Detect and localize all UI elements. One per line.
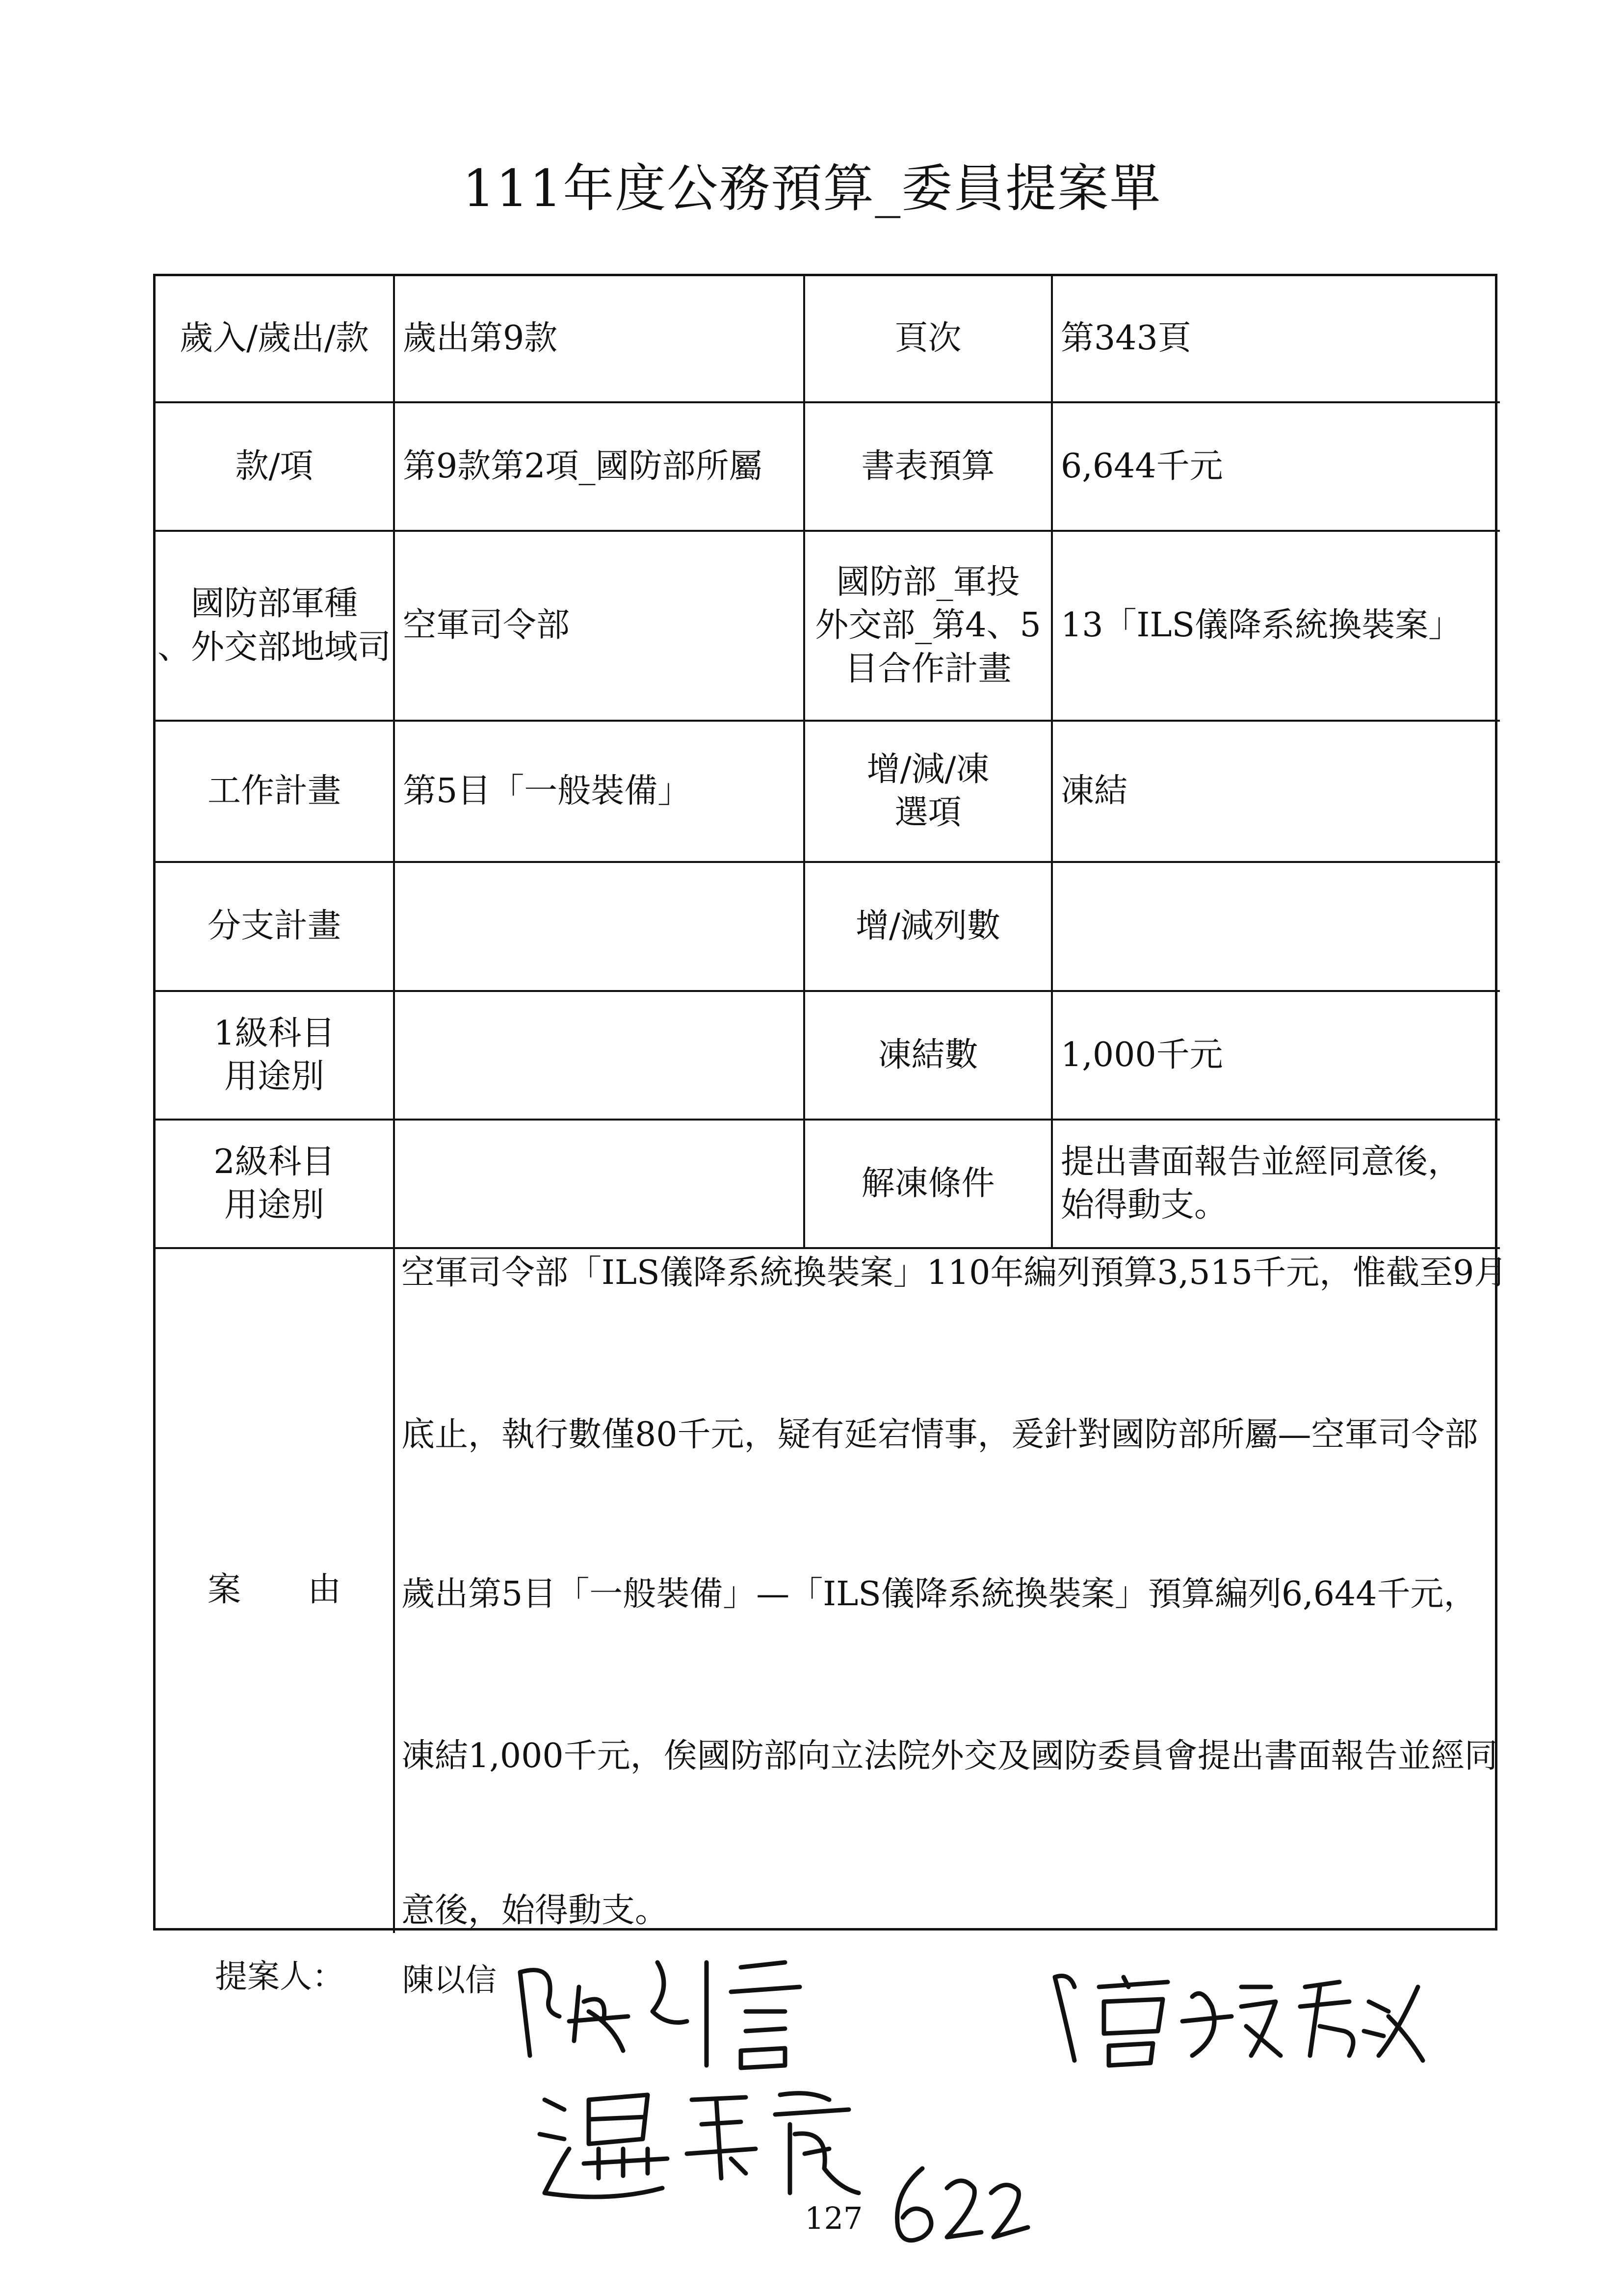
page-number: 127 — [805, 2200, 863, 2236]
label-budget: 書表預算 — [861, 446, 995, 486]
value-unfreeze-condition — [1053, 1121, 1503, 1247]
label-level1-line1: 1級科目 — [213, 1014, 335, 1053]
reason-line: 空軍司令部「ILS儀降系統換裝案」110年編列預算3,515千元，惟截至9月 — [401, 1253, 1508, 1292]
signature-3 — [1045, 1957, 1428, 2075]
proposer-name: 陳以信 — [402, 1962, 497, 1999]
unfreeze-condition-line2: 始得動支。 — [1061, 1186, 1228, 1225]
handwritten-number — [883, 2154, 1035, 2252]
label-option-line2: 選項 — [894, 793, 962, 832]
value-section-item: 第9款第2項_國防部所屬 — [403, 446, 762, 486]
label-unfreeze-condition: 解凍條件 — [861, 1164, 995, 1203]
value-work-plan: 第5目「一般裝備」 — [403, 771, 691, 810]
value-level1-subject — [395, 992, 811, 1119]
label-level1-subject — [156, 992, 393, 1119]
label-military-branch — [156, 532, 393, 720]
label-cooperation-plan-line1: 國防部_軍投 — [836, 562, 1020, 601]
label-branch-plan: 分支計畫 — [207, 907, 341, 946]
unfreeze-condition-line1: 提出書面報告並經同意後， — [1061, 1142, 1462, 1181]
value-frozen-amount: 1,000千元 — [1061, 1035, 1223, 1074]
signature-1 — [510, 1943, 824, 2080]
value-option: 凍結 — [1061, 771, 1128, 810]
label-military-branch-line2: 、外交部地域司 — [157, 627, 391, 667]
label-level2-subject — [156, 1121, 393, 1247]
value-military-branch: 空軍司令部 — [403, 606, 570, 645]
label-cooperation-plan-line3: 目合作計畫 — [844, 649, 1012, 688]
label-reason: 案 由 — [207, 1570, 341, 1609]
value-page: 第343頁 — [1061, 319, 1191, 358]
value-cooperation-plan: 13「ILS儀降系統換裝案」 — [1061, 606, 1462, 645]
label-section-item: 款/項 — [235, 446, 314, 486]
reason-line: 凍結1,000千元，俟國防部向立法院外交及國防委員會提出書面報告並經同 — [401, 1737, 1498, 1775]
value-branch-plan — [395, 863, 811, 990]
label-option — [805, 722, 1051, 861]
value-budget: 6,644千元 — [1061, 446, 1223, 486]
label-level2-line1: 2級科目 — [213, 1142, 335, 1181]
reason-line: 意後，始得動支。 — [401, 1891, 669, 1930]
label-page: 頁次 — [894, 319, 962, 358]
label-adjust-amount: 增/減列數 — [856, 907, 1000, 946]
label-military-branch-line1: 國防部軍種 — [190, 584, 358, 624]
proposal-form-table — [153, 274, 1497, 1931]
label-frozen-amount: 凍結數 — [878, 1035, 978, 1074]
proposer-label: 提案人： — [215, 1957, 344, 1995]
value-income-expense: 歲出第9款 — [403, 319, 558, 358]
label-cooperation-plan — [805, 532, 1051, 720]
label-option-line1: 增/減/凍 — [866, 750, 990, 789]
reason-line: 底止，執行數僅80千元，疑有延宕情事，爰針對國防部所屬—空軍司令部 — [401, 1415, 1478, 1454]
signature-2 — [535, 2070, 878, 2208]
label-level1-line2: 用途別 — [224, 1057, 324, 1096]
label-cooperation-plan-line2: 外交部_第4、5 — [815, 606, 1041, 645]
form-title: 111年度公務預算_委員提案單 — [462, 158, 1162, 218]
value-level2-subject — [395, 1121, 811, 1247]
label-work-plan: 工作計畫 — [207, 771, 341, 810]
reason-line: 歲出第5目「一般裝備」—「ILS儀降系統換裝案」預算編列6,644千元， — [401, 1575, 1477, 1614]
label-income-expense: 歲入/歲出/款 — [180, 319, 369, 358]
label-level2-line2: 用途別 — [224, 1186, 324, 1225]
value-adjust-amount — [1053, 863, 1503, 990]
